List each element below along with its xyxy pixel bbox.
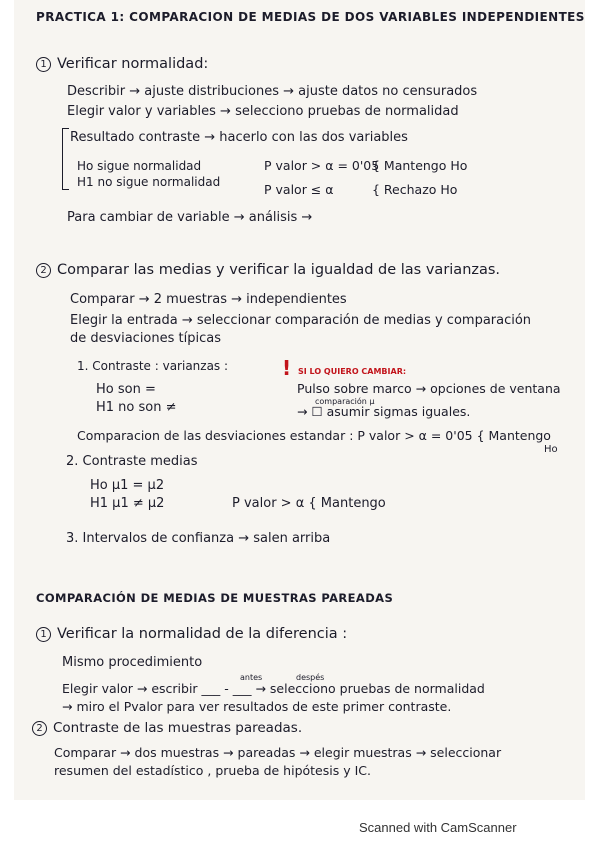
paired-line2: Elegir valor → escribir ___ - ___ → selecciono pruebas de normalidad [62, 681, 485, 696]
assume-sigmas: → ☐ asumir sigmas iguales. [297, 404, 471, 419]
warning-note: SI LO QUIERO CAMBIAR: [298, 367, 407, 376]
options-sublabel: comparación μ [315, 397, 375, 406]
heading-text: Verificar la normalidad de la diferencia : [57, 626, 348, 642]
s1-keep-h0: { Mantengo Ho [372, 158, 468, 173]
section-1-heading [36, 56, 208, 72]
s1-h0: Ho sigue normalidad [77, 159, 202, 173]
std-dev-comparison: Comparacion de las desviaciones estandar : P valor > α = 0'05 { Mantengo [77, 428, 551, 443]
label-antes: antes [240, 673, 263, 682]
step-number: 1 [36, 627, 51, 642]
heading-text: Contraste de las muestras pareadas. [53, 720, 303, 736]
paired-line4: Comparar → dos muestras → pareadas → elegir muestras → seleccionar [54, 745, 502, 760]
s2-line1: Comparar → 2 muestras → independientes [70, 292, 347, 307]
page-title: PRACTICA 1: COMPARACION DE MEDIAS DE DOS VARIABLES INDEPENDIENTES [36, 10, 585, 24]
variance-h1: H1 no son ≠ [96, 400, 177, 415]
paired-step-2-heading [32, 720, 302, 736]
s2-line3: de desviaciones típicas [70, 331, 221, 346]
step-number: 2 [36, 263, 51, 278]
means-h1: H1 μ1 ≠ μ2 [90, 496, 165, 511]
heading-text: Comparar las medias y verificar la igualdad de las varianzas. [57, 262, 501, 278]
paired-line1: Mismo procedimiento [62, 655, 203, 670]
options-instruction: Pulso sobre marco → opciones de ventana [297, 381, 561, 396]
section-2-heading [36, 262, 500, 278]
s1-pvalue-le: P valor ≤ α [264, 182, 334, 197]
std-dev-h0: Ho [544, 444, 558, 455]
contrast-2-label: 2. Contraste medias [66, 454, 198, 469]
contrast-1-label: 1. Contraste : varianzas : [77, 359, 229, 373]
s1-reject-h0: { Rechazo Ho [372, 182, 458, 197]
s1-line4: Para cambiar de variable → análisis → [67, 210, 313, 225]
warning-icon: ! [282, 356, 292, 380]
step-number: 2 [32, 721, 47, 736]
label-despues: despés [296, 673, 325, 682]
s1-line3: Resultado contraste → hacerlo con las dos variables [70, 130, 408, 145]
heading-text: Verificar normalidad: [57, 56, 209, 72]
contrast-3-label: 3. Intervalos de confianza → salen arriba [66, 531, 331, 546]
paired-line3: → miro el Pvalor para ver resultados de este primer contraste. [62, 699, 452, 714]
scanner-watermark: Scanned with CamScanner [359, 820, 517, 835]
variance-h0: Ho son = [96, 382, 156, 397]
s2-line2: Elegir la entrada → seleccionar comparación de medias y comparación [70, 313, 532, 328]
s1-h1: H1 no sigue normalidad [77, 175, 221, 189]
s1-pvalue-gt: P valor > α = 0'05 [264, 158, 380, 173]
step-number: 1 [36, 57, 51, 72]
paired-line5: resumen del estadístico , prueba de hipótesis y IC. [54, 763, 371, 778]
paired-step-1-heading [36, 626, 347, 642]
s1-line1: Describir → ajuste distribuciones → ajuste datos no censurados [67, 84, 478, 99]
means-h0: Ho μ1 = μ2 [90, 478, 165, 493]
means-decision: P valor > α { Mantengo [232, 496, 386, 511]
s1-line2: Elegir valor y variables → selecciono pruebas de normalidad [67, 104, 459, 119]
paired-section-title: COMPARACIÓN DE MEDIAS DE MUESTRAS PAREADAS [36, 591, 394, 605]
left-bracket [62, 128, 69, 190]
